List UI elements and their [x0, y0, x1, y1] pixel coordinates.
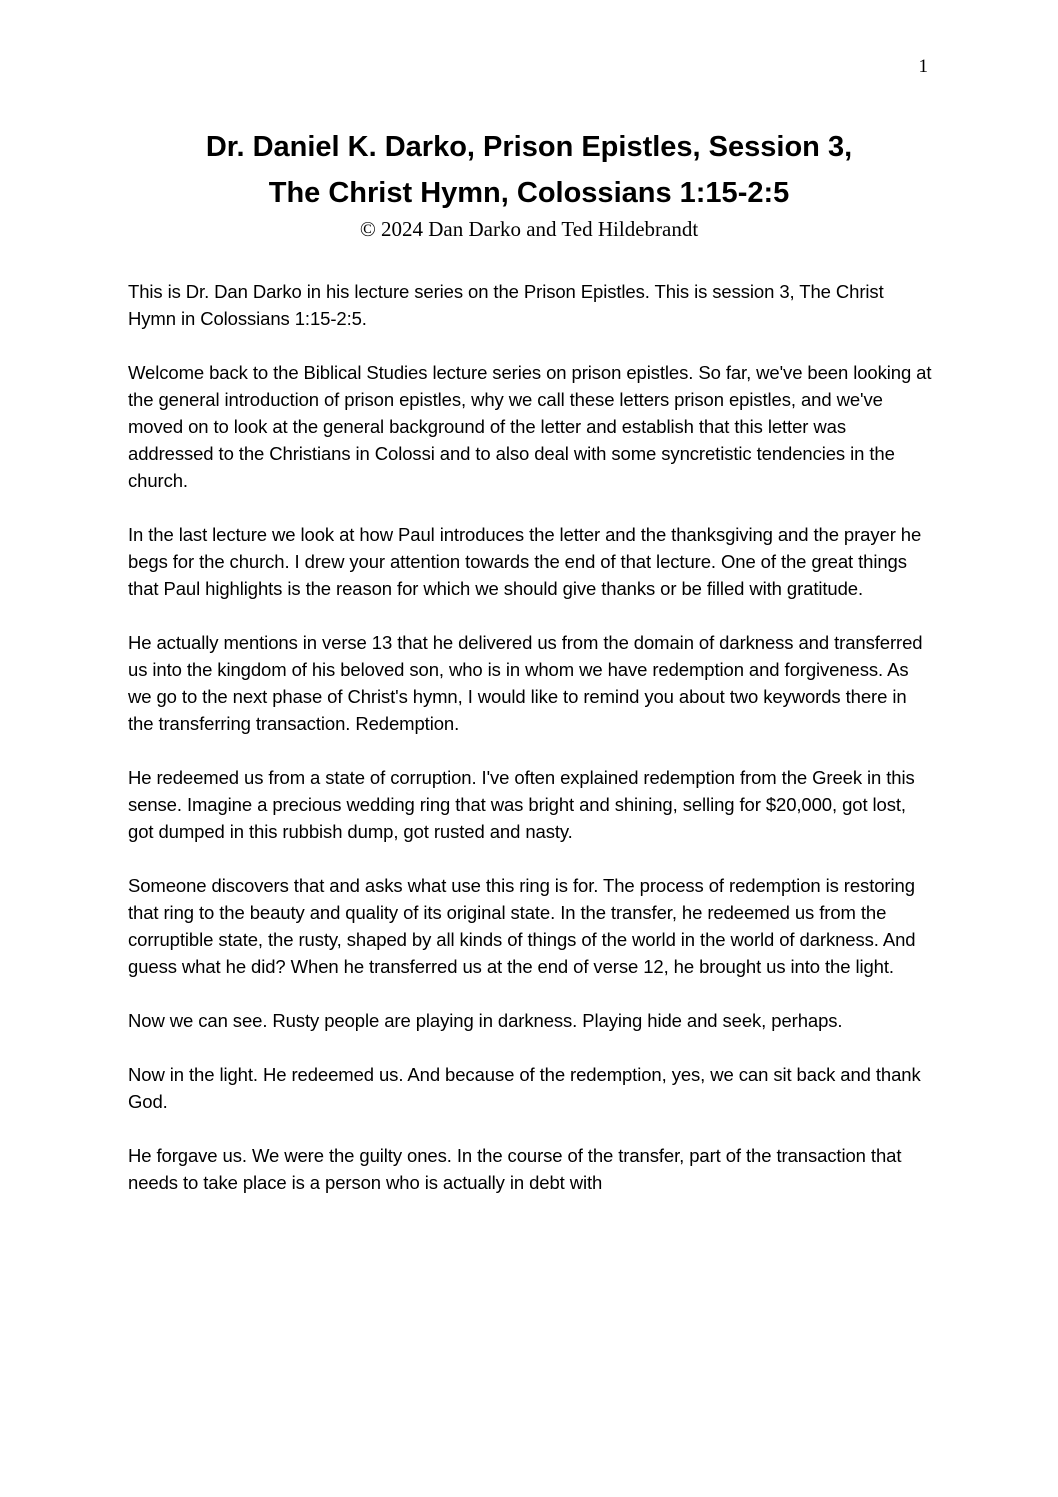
paragraph-6: Someone discovers that and asks what use this ring is for. The process of redemption is restoring that ring to the beauty and quality of its original state. In the transfer, he redeemed us from the corruptible state, the rusty, shaped by all kinds of things of the world in the world of darkness. And guess what he did? When he transferred us at the end of verse 12, he brought us into the light. [128, 875, 916, 977]
paragraph-8: Now in the light. He redeemed us. And because of the redemption, yes, we can sit back and thank God. [128, 1064, 921, 1112]
paragraph-2: Welcome back to the Biblical Studies lecture series on prison epistles. So far, we've been looking at the general introduction of prison epistles, why we call these letters prison epistles, and we've moved on to look at the general background of the letter and establish that this letter was addressed to the Christians in Colossi and to also deal with some syncretistic tendencies in the church. [128, 362, 932, 491]
paragraph-7: Now we can see. Rusty people are playing in darkness. Playing hide and seek, perhaps. [128, 1010, 843, 1031]
page-number: 1 [918, 56, 928, 77]
paragraph-9: He forgave us. We were the guilty ones. In the course of the transfer, part of the transaction that needs to take place is a person who is actually in debt with [128, 1145, 902, 1193]
copyright-line: © 2024 Dan Darko and Ted Hildebrandt [359, 217, 699, 241]
paragraph-4: He actually mentions in verse 13 that he delivered us from the domain of darkness and transferred us into the kingdom of his beloved son, who is in whom we have redemption and forgiveness. As we go to the next phase of Christ's hymn, I would like to remind you about two keywords there in the transferring transaction. Redemption. [128, 632, 923, 734]
paragraph-3: In the last lecture we look at how Paul introduces the letter and the thanksgiving and the prayer he begs for the church. I drew your attention towards the end of that lecture. One of the great things that Paul highlights is the reason for which we should give thanks or be filled with gratitude. [128, 524, 922, 599]
transcript-body [128, 278, 932, 1196]
title-line-1: Dr. Daniel K. Darko, Prison Epistles, Session 3, [205, 131, 853, 163]
title-line-2: The Christ Hymn, Colossians 1:15-2:5 [268, 177, 790, 209]
paragraph-1: This is Dr. Dan Darko in his lecture series on the Prison Epistles. This is session 3, The Christ Hymn in Colossians 1:15-2:5. [128, 281, 884, 329]
paragraph-5: He redeemed us from a state of corruption. I've often explained redemption from the Greek in this sense. Imagine a precious wedding ring that was bright and shining, selling for $20,000, got lost, got dumped in this rubbish dump, got rusted and nasty. [128, 767, 915, 842]
document-title [0, 124, 1058, 216]
